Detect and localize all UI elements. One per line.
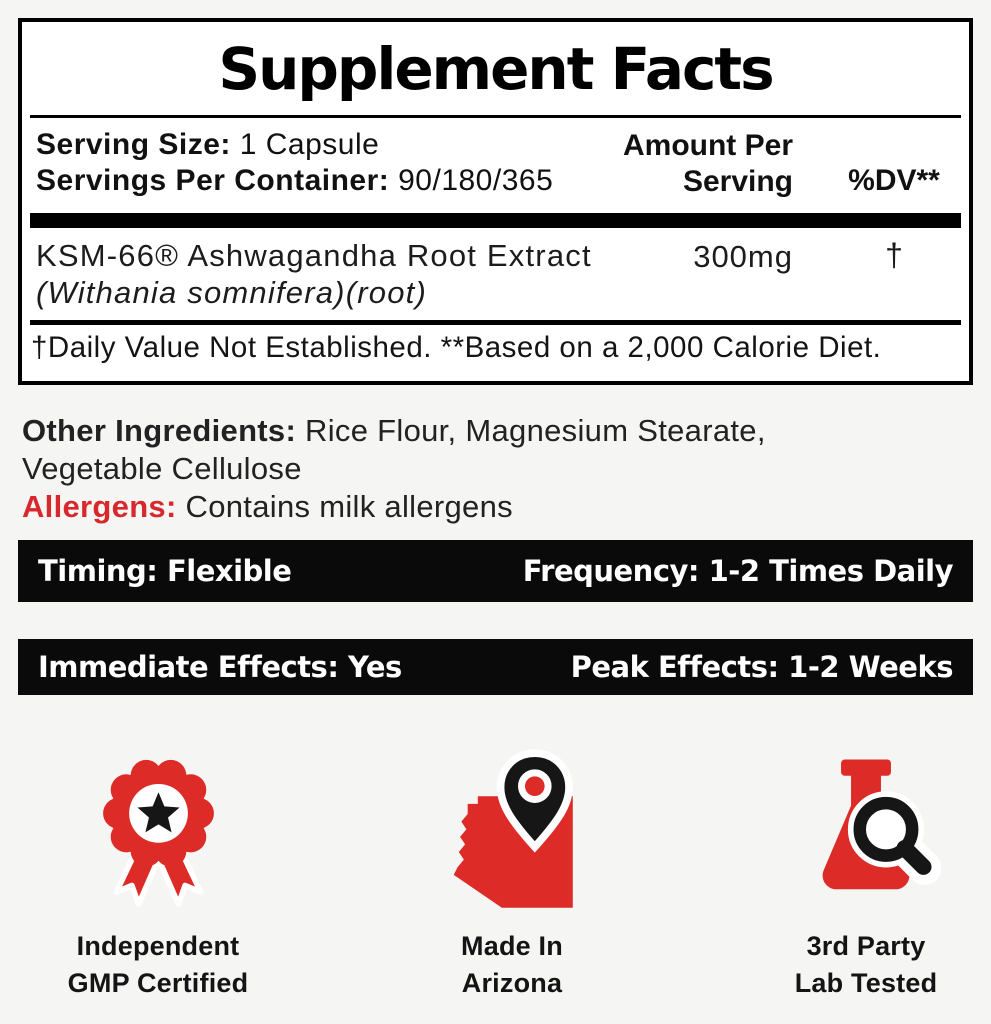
immediate-effects-text: Immediate Effects: Yes <box>38 650 402 684</box>
badge-caption-line2: GMP Certified <box>67 968 249 998</box>
badge-caption <box>68 928 249 1002</box>
amount-header-line1: Amount Per <box>622 129 793 162</box>
supplement-facts-panel <box>18 18 973 385</box>
serving-size-line <box>36 127 553 163</box>
other-ingredients <box>22 412 766 488</box>
serving-size-value: 1 Capsule <box>239 128 380 161</box>
arizona-map-pin-icon <box>436 744 588 916</box>
badge-caption-line1: Made In <box>461 931 563 961</box>
badge-caption-line2: Lab Tested <box>794 968 938 998</box>
ingredient-dv: † <box>885 237 903 273</box>
dv-header: %DV** <box>848 164 940 197</box>
divider-medium <box>30 320 961 325</box>
servings-per-container-label: Servings Per Container: <box>36 164 390 197</box>
badge-caption-line1: Independent <box>76 931 240 961</box>
serving-size-label: Serving Size: <box>36 128 231 161</box>
allergens-label: Allergens: <box>22 489 177 524</box>
divider-thick <box>30 213 961 228</box>
ingredient-amount: 300mg <box>693 239 793 274</box>
badge-caption-line1: 3rd Party <box>806 931 926 961</box>
badge-made-in-arizona <box>362 744 662 1002</box>
badge-caption <box>461 928 563 1002</box>
amount-header-line2: Serving <box>682 165 793 198</box>
effects-bar <box>18 639 973 695</box>
servings-per-container-line <box>36 163 553 199</box>
ingredient-name-line2: (Withania somnifera)(root) <box>36 275 427 310</box>
timing-text: Timing: Flexible <box>38 554 292 588</box>
allergens-line <box>22 488 513 526</box>
other-ingredients-label: Other Ingredients: <box>22 413 297 448</box>
allergens-value: Contains milk allergens <box>185 489 513 524</box>
badge-gmp-certified <box>8 744 308 1002</box>
divider-thin <box>30 115 961 118</box>
ingredient-name-line1: KSM-66® Ashwagandha Root Extract <box>36 238 592 273</box>
panel-title: Supplement Facts <box>218 35 773 103</box>
lab-flask-magnifier-icon <box>791 744 941 916</box>
other-ingredients-value1: Rice Flour, Magnesium Stearate, <box>305 413 766 448</box>
other-ingredients-line1 <box>22 412 766 450</box>
peak-effects-text: Peak Effects: 1-2 Weeks <box>570 650 953 684</box>
badge-caption-line2: Arizona <box>461 968 563 998</box>
other-ingredients-value2: Vegetable Cellulose <box>22 451 302 486</box>
frequency-text: Frequency: 1-2 Times Daily <box>522 554 953 588</box>
serving-info <box>36 127 553 199</box>
badge-lab-tested <box>716 744 991 1002</box>
award-ribbon-icon <box>92 744 225 916</box>
ingredient-name <box>36 237 592 311</box>
timing-frequency-bar <box>18 540 973 602</box>
amount-per-serving-header <box>533 128 793 200</box>
badge-caption <box>795 928 938 1002</box>
servings-per-container-value: 90/180/365 <box>398 164 554 197</box>
footnote: †Daily Value Not Established. **Based on a 2,000 Calorie Diet. <box>31 331 882 364</box>
